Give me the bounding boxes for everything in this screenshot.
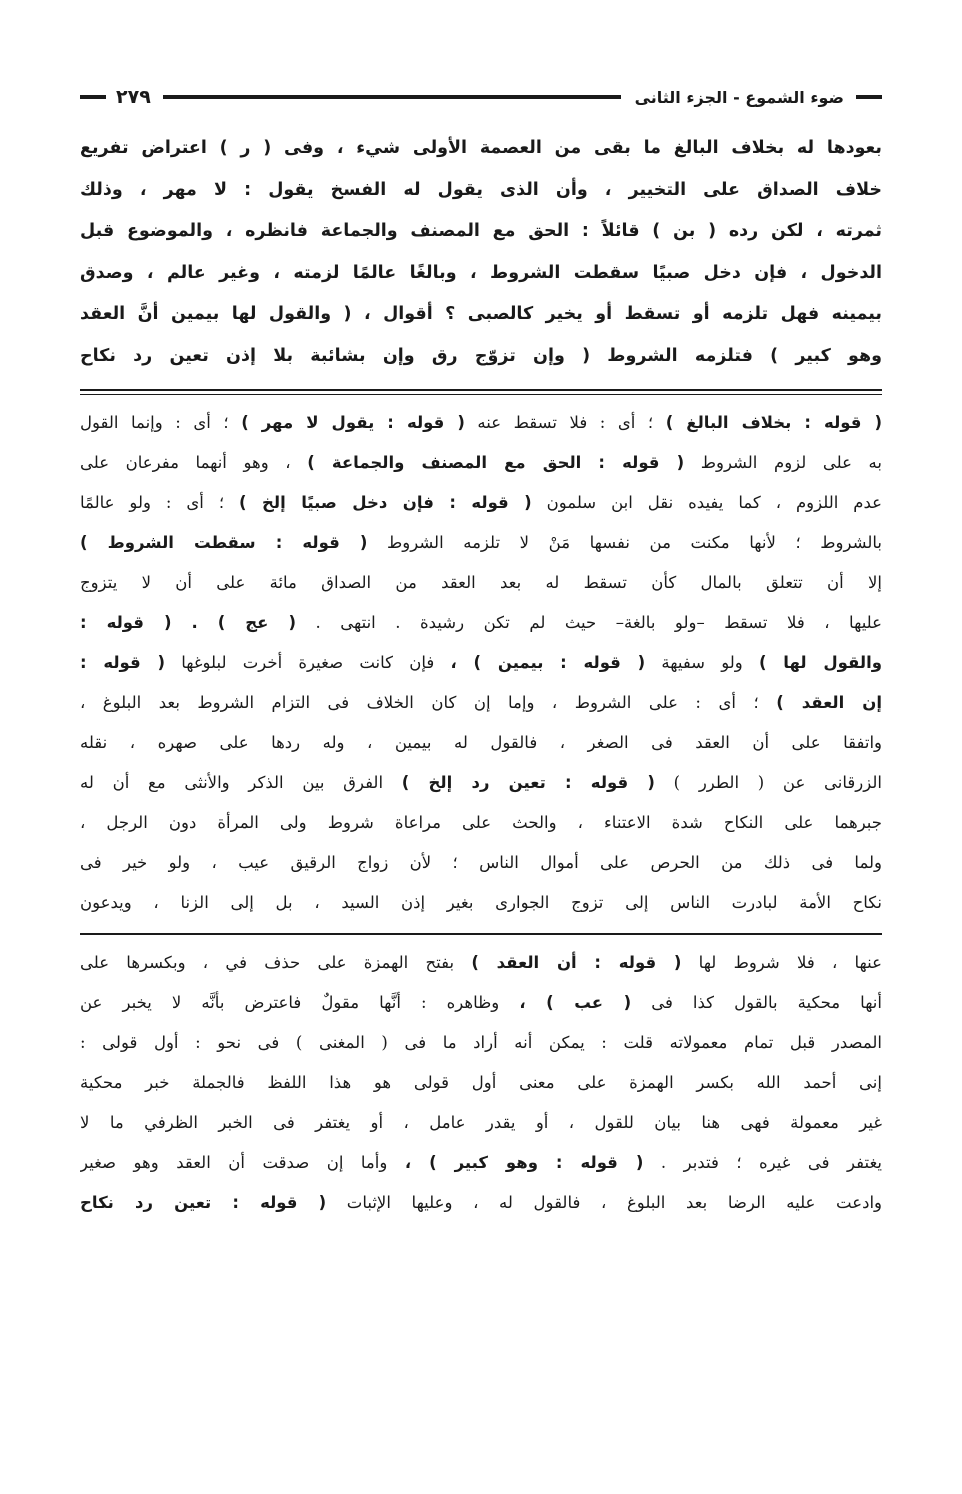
commentary-text: نكاح الأمة لبادرت الناس إلى تزوج الجوارى بغير إذن السيد ، بل إلى الزنا ، ويدعون [80,893,882,912]
header-rule [163,95,621,99]
commentary-text: به على لزوم الشروط [684,453,882,472]
quote-heading: ( قوله : تعين رد نكاح [80,1193,327,1212]
header-title: ضوء الشموع - الجزء الثانى [634,87,844,107]
commentary-text: ولو سفيهة [645,653,760,672]
quote-heading: إن العقد ) [776,693,882,712]
quote-heading: ( قوله : سقطت الشروط ) [80,533,368,552]
quote-heading: ( عب ) ، [519,993,632,1012]
commentary-line [80,683,882,723]
header-dash-right [856,95,882,99]
commentary-text: فإن كانت صغيرة أخرت لبلوغها [164,653,451,672]
commentary-text: واتفقا على أن العقد فى الصغر ، فالقول له بيمين ، وله ردها على صهره ، نقله [80,733,882,752]
commentary-line [80,483,882,523]
quote-heading: ( عج ) . ( قوله : [80,613,296,632]
commentary-line [80,1103,882,1143]
commentary-text: بالشروط ؛ لأنها مكنت من نفسها مَنْ لا تلزمه الشروط [367,533,882,552]
commentary-text: عدم اللزوم ، كما يفيده نقل ابن سلمون [531,493,882,512]
commentary-text: ولما فى ذلك من الحرص على أموال الناس ؛ لأن زواج الرقيق عيب ، ولو خير فى [80,853,882,872]
main-text-line: بعودها له بخلاف البالغ ما بقى من العصمة الأولى شيء ، وفى ( ر ) اعتراض تفريع [80,138,882,158]
commentary-upper [80,403,882,923]
commentary-text: ؛ أى : فلا تسقط عنه [464,413,666,432]
commentary-text: عنها ، فلا شروط لها [681,953,882,972]
commentary-text: بفتح الهمزة على حذف في ، وبكسرها على [80,953,472,972]
commentary-line [80,883,882,923]
commentary-text: عليها ، فلا تسقط –ولو بالغة– حيث لم تكن رشيدة . انتهى . [296,613,882,632]
main-text-line: بيمينه فهل تلزمه أو تسقط أو يخير كالصبى ؟ أقوال ، ( والقول لها بيمين أنَّ العقد [80,304,882,324]
commentary-line [80,803,882,843]
commentary-text: وظاهره : أنَّها مقولٌ فاعترض بأنَّه لا يخبر عن [80,993,520,1012]
commentary-line [80,983,882,1023]
quote-heading: ( قوله : [80,653,165,672]
commentary-line [80,603,882,643]
main-text-line: خلاف الصداق على التخيير ، وأن الذى يقول له الفسخ يقول : لا مهر ، وذلك [80,179,882,200]
commentary-line [80,1063,882,1103]
commentary-text: وأما إن صدقت أن العقد وهو صغير [80,1153,405,1172]
commentary-text: غير معمولة فهى هنا بيان للقول ، أو يقدر عامل ، أو يغتفر فى الخبر الظرفي ما لا [80,1113,882,1132]
quote-heading: ( قوله : بيمين ) ، [450,653,646,672]
main-text-line: ثمرته ، لكن رده ( بن ) قائلاً : الحق مع المصنف والجماعة فانظره ، والموضوع قبل [80,221,882,241]
commentary-text: ؛ أى : على الشروط ، وإما إن كان الخلاف فى التزام الشروط بعد البلوغ ، [80,693,777,712]
commentary-text: إلا أن تتعلق بالمال كأن تسقط له بعد العقد من الصداق مائة على أن لا يتزوج [80,573,882,592]
commentary-text: وادعت عليه الرضا بعد البلوغ ، فالقول له ، وعليها الإثبات [326,1193,882,1212]
quote-heading: ( قوله : فإن دخل صبيًا إلخ ) [239,493,532,512]
main-text-line: الدخول ، فإن دخل صبيًا سقطت الشروط ، وبالغًا عالمًا لزمته ، وغير عالم ، وصدق [80,262,882,283]
running-header [80,80,882,114]
commentary-text: إنى أحمد الله بكسر الهمزة على معنى أول قولى هو هذا اللفظ فالجملة خبر محكية [80,1073,882,1092]
commentary-text: ؛ أى : وإنما القول [80,413,242,432]
commentary-lower [80,943,882,1223]
commentary-line [80,443,882,483]
quote-heading: ( قوله : تعين رد إلخ ) [401,773,655,792]
quote-heading: ( قوله : بخلاف البالغ ) [665,413,882,432]
commentary-line [80,563,882,603]
quote-heading: ( قوله : أن العقد ) [471,953,682,972]
commentary-line [80,523,882,563]
separator-rule [80,933,882,935]
commentary-line [80,943,882,983]
commentary-text: يغتفر فى غيره ؛ فتدبر . [643,1153,882,1172]
quote-heading: ( قوله : وهو كبير ) ، [404,1153,644,1172]
commentary-text: ؛ أى : ولو عالمًا [80,493,240,512]
page [80,80,882,1223]
commentary-text: المصدر قبل تمام معمولاته قلت : يمكن أنه أراد ما فى ( المغنى ) فى نحو : أول قولى : [80,1033,882,1052]
main-text [80,128,882,377]
commentary-line [80,763,882,803]
commentary-text: جبرهما على النكاح شدة الاعتناء ، والحث على مراعاة شروط ولى المرأة دون الرجل ، [80,813,882,832]
commentary-text: ، وهو أنهما مفرعان على [80,453,308,472]
commentary-line [80,643,882,683]
commentary-line [80,723,882,763]
main-text-line: وهو كبير ) فتلزمه الشروط ( وإن تزوّج رق وإن بشائبة بلا إذن تعين رد نكاح [80,345,882,366]
quote-heading: والقول لها ) [759,653,882,672]
commentary-text: الزرقانى عن ( الطرر ) [654,773,882,792]
commentary-text: الفرق بين الذكر والأنثى مع أن له [80,773,402,792]
page-number: ٢٧٩ [116,86,151,108]
commentary-line [80,1143,882,1183]
commentary-line [80,1183,882,1223]
commentary-line [80,1023,882,1063]
commentary-line [80,843,882,883]
header-dash-left [80,95,106,99]
separator-double-rule [80,389,882,395]
commentary-text: أنها محكية بالقول كذا فى [631,993,882,1012]
commentary-line [80,403,882,443]
quote-heading: ( قوله : الحق مع المصنف والجماعة ) [307,453,685,472]
quote-heading: ( قوله : يقول لا مهر ) [241,413,465,432]
